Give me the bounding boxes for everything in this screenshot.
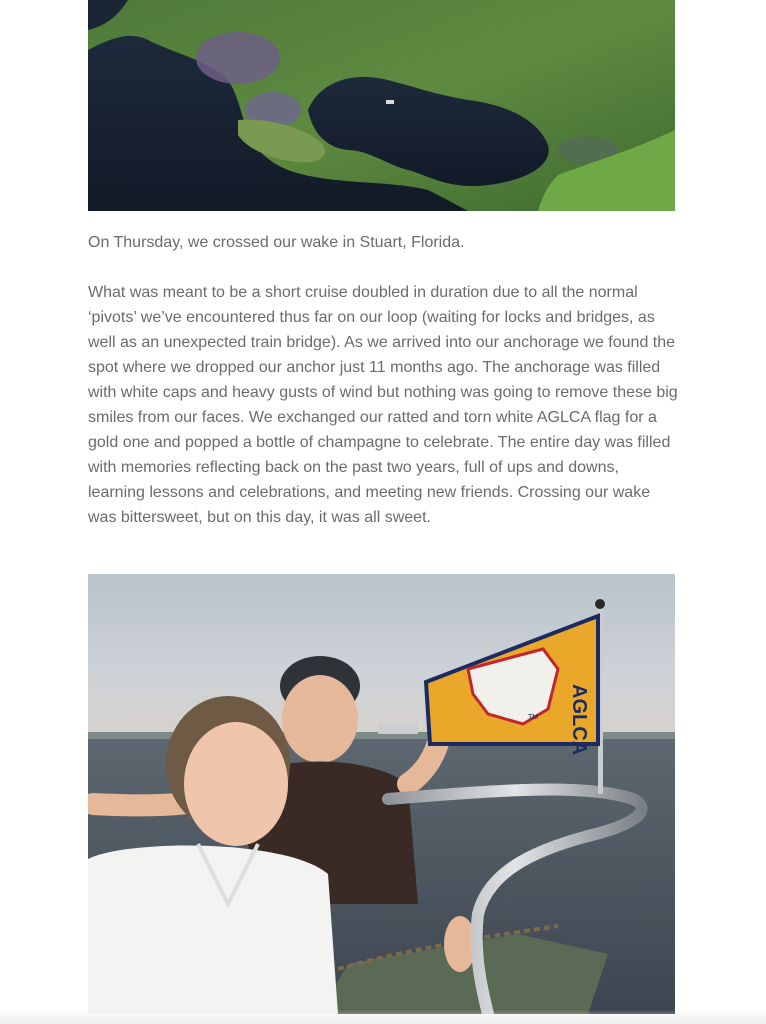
- story-text: What was meant to be a short cruise doubled in duration due to all the normal ‘pivots’ we’ve encountered thus far on our loop (waiting for locks and bridges, as well as an unexpected train bridge). As we arrived into our anchorage we found the spot where we dropped our anchor just 11 months ago. The anchorage was filled with white caps and heavy gusts of wind but nothing was going to remove these big smiles from our faces. We exchanged our ratted and torn white AGLCA flag for a gold one and popped a bottle of champagne to celebrate. The entire day was filled with memories reflecting back on the past two years, full of ups and downs, learning lessons and celebrations, and meeting new friends. Crossing our wake was bittersweet, but on this day, it was all sweet.: [88, 284, 678, 526]
- selfie-boat-photo: [88, 574, 675, 1014]
- aerial-lake-photo: [88, 0, 675, 211]
- flag-tm-mark: TM: [528, 714, 539, 721]
- bottom-fade: [0, 1010, 766, 1024]
- caption-text: On Thursday, we crossed our wake in Stuart, Florida.: [88, 234, 465, 251]
- flag-lettering: AGLCA: [568, 684, 590, 756]
- story-paragraph: [88, 280, 680, 530]
